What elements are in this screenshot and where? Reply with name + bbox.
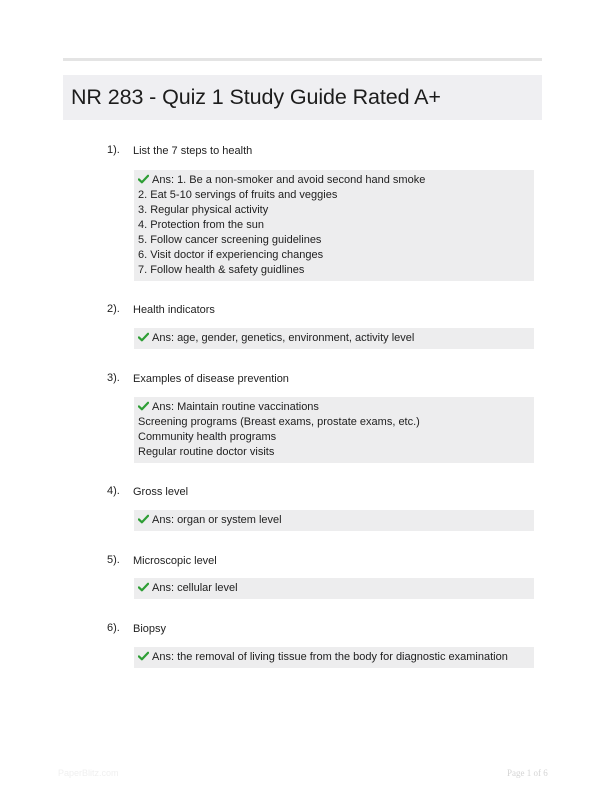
top-divider — [63, 58, 542, 61]
answer-box — [134, 170, 534, 281]
footer-watermark: PaperBlitz.com — [58, 768, 119, 778]
question-text: Microscopic level — [133, 555, 217, 567]
answer-line: 7. Follow health & safety guidlines — [138, 264, 305, 276]
page-title: NR 283 - Quiz 1 Study Guide Rated A+ — [71, 85, 441, 109]
answer-line: Ans: organ or system level — [152, 514, 282, 526]
answer-line: Ans: 1. Be a non-smoker and avoid second hand smoke — [152, 174, 426, 186]
question-number: 1). — [107, 144, 120, 156]
question-text: List the 7 steps to health — [133, 145, 253, 157]
answer-box — [134, 510, 534, 531]
answer-line: 6. Visit doctor if experiencing changes — [138, 249, 324, 261]
answer-box — [134, 647, 534, 668]
question-number: 2). — [107, 303, 120, 315]
answer-box — [134, 397, 534, 463]
page-number: Page 1 of 6 — [507, 768, 548, 778]
title-bar — [63, 75, 542, 120]
question-text: Examples of disease prevention — [133, 373, 289, 385]
answer-line: 2. Eat 5-10 servings of fruits and veggies — [138, 189, 338, 201]
answer-line: 5. Follow cancer screening guidelines — [138, 234, 322, 246]
answer-line: Ans: age, gender, genetics, environment, activity level — [152, 332, 415, 344]
answer-line: 3. Regular physical activity — [138, 204, 269, 216]
question-number: 3). — [107, 372, 120, 384]
answer-box — [134, 578, 534, 599]
checkmark-icon — [138, 174, 149, 184]
question-text: Biopsy — [133, 623, 167, 635]
answer-line: Ans: the removal of living tissue from the body for diagnostic examination — [152, 651, 508, 663]
checkmark-icon — [138, 651, 149, 661]
answer-line: Screening programs (Breast exams, prostate exams, etc.) — [138, 416, 420, 428]
answer-line: Community health programs — [138, 431, 277, 443]
question-text: Health indicators — [133, 304, 215, 316]
checkmark-icon — [138, 332, 149, 342]
question-text: Gross level — [133, 486, 189, 498]
answer-box — [134, 328, 534, 349]
checkmark-icon — [138, 401, 149, 411]
answer-line: 4. Protection from the sun — [138, 219, 264, 231]
question-number: 6). — [107, 622, 120, 634]
question-number: 5). — [107, 554, 120, 566]
answer-line: Ans: Maintain routine vaccinations — [152, 401, 319, 413]
checkmark-icon — [138, 514, 149, 524]
question-number: 4). — [107, 485, 120, 497]
answer-line: Ans: cellular level — [152, 582, 238, 594]
checkmark-icon — [138, 582, 149, 592]
answer-line: Regular routine doctor visits — [138, 446, 275, 458]
